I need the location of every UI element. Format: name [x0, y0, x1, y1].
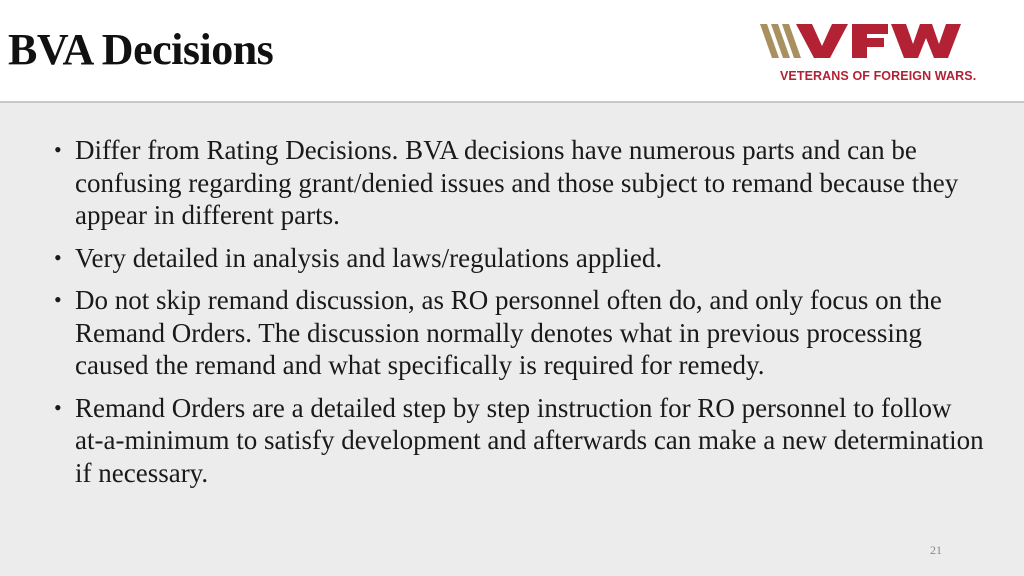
bullet-text: Do not skip remand discussion, as RO personnel often do, and only focus on the Remand Orders. The discussion normally denotes what in previous processing caused the remand and what specifically is required for remedy. [75, 285, 942, 380]
vfw-logo [760, 20, 984, 84]
bullet-list [54, 134, 984, 499]
bullet-item [54, 392, 984, 490]
bullet-text: Very detailed in analysis and laws/regulations applied. [75, 242, 663, 273]
slide-header [0, 0, 1024, 103]
page-number: 21 [930, 543, 942, 557]
logo-letter-v [796, 24, 848, 58]
logo-letter-f [852, 24, 888, 58]
logo-stripes [760, 24, 801, 58]
vfw-logo-graphic [760, 20, 984, 66]
bullet-marker-icon: • [54, 287, 62, 312]
bullet-marker-icon: • [54, 244, 62, 270]
bullet-item [54, 134, 984, 232]
bullet-item [54, 242, 984, 275]
page-title: BVA Decisions [8, 25, 274, 74]
bullet-marker-icon: • [54, 137, 62, 162]
bullet-text: Remand Orders are a detailed step by step instruction for RO personnel to follow at-a-minimum to satisfy development and afterwards can make a new determination if necessary. [75, 392, 984, 488]
bullet-item [54, 284, 984, 382]
logo-caption: VETERANS OF FOREIGN WARS. [780, 69, 977, 83]
bullet-marker-icon: • [54, 394, 62, 420]
bullet-text: Differ from Rating Decisions. BVA decisions have numerous parts and can be confusing regarding grant/denied issues and those subject to remand because they appear in different parts. [75, 135, 959, 230]
logo-letter-w [891, 24, 961, 58]
